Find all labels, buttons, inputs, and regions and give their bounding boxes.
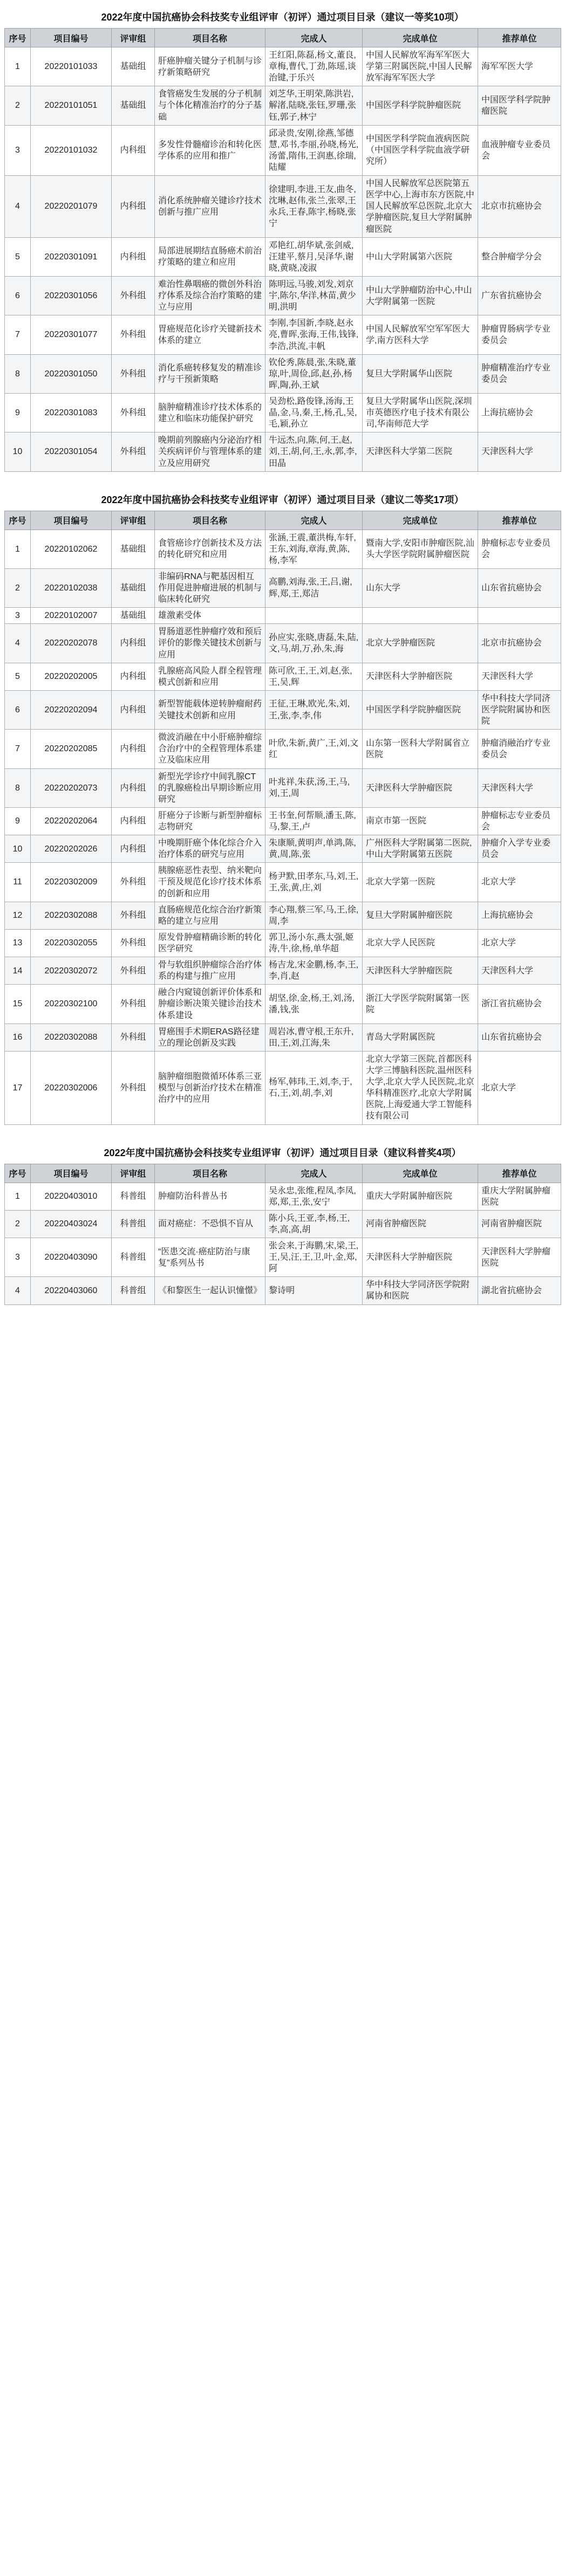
table-header-row	[5, 29, 561, 47]
cell-code: 20220302006	[31, 1051, 112, 1124]
cell-group: 外科组	[112, 276, 155, 315]
cell-rec	[478, 608, 561, 624]
cell-no: 10	[5, 432, 31, 471]
cell-authors: 李心翔,蔡三军,马,王,徐,周,李	[266, 902, 363, 929]
cell-rec: 天津医科大学	[478, 432, 561, 471]
cell-code: 20220202078	[31, 624, 112, 663]
cell-authors: 王征,王琳,欧光,朱,刘,王,张,李,李,伟	[266, 690, 363, 729]
cell-name: 胰腺癌恶性表型、纳米靶向干预及规范化诊疗技术体系的创新和应用	[155, 863, 266, 902]
cell-no: 9	[5, 807, 31, 835]
column-header-unit: 完成单位	[363, 29, 478, 47]
cell-name: 原发骨肿瘤精确诊断的转化医学研究	[155, 929, 266, 957]
cell-group: 外科组	[112, 1051, 155, 1124]
table-row	[5, 1277, 561, 1304]
cell-no: 4	[5, 176, 31, 238]
cell-no: 10	[5, 835, 31, 863]
cell-code: 20220102038	[31, 568, 112, 607]
cell-no: 3	[5, 1238, 31, 1276]
cell-rec: 整合肿瘤学分会	[478, 237, 561, 276]
column-header-no: 序号	[5, 29, 31, 47]
cell-rec: 浙江省抗癌协会	[478, 985, 561, 1023]
cell-rec: 天津医科大学	[478, 768, 561, 807]
table-row	[5, 176, 561, 238]
cell-rec: 山东省抗癌协会	[478, 1023, 561, 1051]
cell-unit: 华中科技大学同济医学院附属协和医院	[363, 1277, 478, 1304]
cell-unit: 天津医科大学肿瘤医院	[363, 1238, 478, 1276]
cell-rec: 北京大学	[478, 863, 561, 902]
cell-unit: 中国人民解放军空军军医大学,南方医科大学	[363, 315, 478, 354]
cell-code: 20220102062	[31, 530, 112, 568]
cell-rec: 肿瘤标志专业委员会	[478, 807, 561, 835]
cell-no: 9	[5, 393, 31, 432]
cell-no: 16	[5, 1023, 31, 1051]
table-row	[5, 1238, 561, 1276]
cell-unit: 浙江大学医学院附属第一医院	[363, 985, 478, 1023]
cell-unit: 北京大学第一医院	[363, 863, 478, 902]
cell-unit: 重庆大学附属肿瘤医院	[363, 1183, 478, 1210]
column-header-rec: 推荐单位	[478, 1164, 561, 1183]
cell-authors: 邓艳红,胡华斌,张剑威,汪建平,蔡月,吴泽华,谢晓,黄晓,凌淑	[266, 237, 363, 276]
cell-authors: 王红阳,陈磊,杨文,董良,章梅,曹代,丁劲,陈瑶,谈治键,于乐兴	[266, 47, 363, 86]
cell-unit: 中国人民解放军总医院第五医学中心,上海市东方医院,中国人民解放军总医院,北京大学肿瘤医院,复旦大学附属肿瘤医院	[363, 176, 478, 238]
column-header-unit: 完成单位	[363, 1164, 478, 1183]
cell-code: 20220301056	[31, 276, 112, 315]
cell-group: 科普组	[112, 1238, 155, 1276]
cell-group: 基础组	[112, 608, 155, 624]
cell-rec: 北京大学	[478, 929, 561, 957]
cell-code: 20220101051	[31, 86, 112, 125]
cell-authors: 刘芝华,王明荣,陈洪岩,解渚,陆晓,张钰,罗珊,张钰,郭子,林宁	[266, 86, 363, 125]
cell-authors: 胡坚,徐,金,杨,王,刘,汤,潘,钱,张	[266, 985, 363, 1023]
cell-code: 20220403060	[31, 1277, 112, 1304]
cell-name: 胃肠道恶性肿瘤疗效和预后评价的影像关键技术创新与应用	[155, 624, 266, 663]
section-title-first-prize: 2022年度中国抗癌协会科技奖专业组评审（初评）通过项目目录（建议一等奖10项）	[101, 12, 464, 23]
cell-name: 非编码RNA与靶基因相互作用促进肿瘤进展的机制与临床转化研究	[155, 568, 266, 607]
cell-group: 内科组	[112, 624, 155, 663]
cell-authors: 周岩冰,曹守根,王东升,田,王,刘,江海,朱	[266, 1023, 363, 1051]
cell-group: 内科组	[112, 663, 155, 690]
cell-no: 2	[5, 86, 31, 125]
cell-group: 基础组	[112, 568, 155, 607]
cell-unit: 复旦大学附属肿瘤医院	[363, 902, 478, 929]
cell-name: 晚期前列腺癌内分泌治疗相关疾病评价与管理体系的建立及应用研究	[155, 432, 266, 471]
cell-authors: 陈小兵,王亚,李,杨,王,李,高,高,胡	[266, 1210, 363, 1238]
cell-code: 20220301083	[31, 393, 112, 432]
cell-rec: 山东省抗癌协会	[478, 568, 561, 607]
cell-code: 20220101032	[31, 125, 112, 175]
cell-no: 8	[5, 354, 31, 393]
cell-code: 20220201079	[31, 176, 112, 238]
cell-group: 外科组	[112, 863, 155, 902]
cell-group: 外科组	[112, 393, 155, 432]
cell-no: 1	[5, 1183, 31, 1210]
cell-rec: 海军军医大学	[478, 47, 561, 86]
cell-authors: 王书奎,何帮顺,潘玉,陈,马,黎,王,卢	[266, 807, 363, 835]
cell-no: 2	[5, 1210, 31, 1238]
cell-group: 内科组	[112, 125, 155, 175]
cell-group: 基础组	[112, 86, 155, 125]
cell-code: 20220102007	[31, 608, 112, 624]
cell-rec: 肿瘤标志专业委员会	[478, 530, 561, 568]
project-table-popular-science	[4, 1164, 561, 1305]
column-header-group: 评审组	[112, 511, 155, 530]
cell-unit: 暨南大学,安阳市肿瘤医院,汕头大学医学院附属肿瘤医院	[363, 530, 478, 568]
cell-rec: 肿瘤胃肠病学专业委员会	[478, 315, 561, 354]
cell-authors: 杨吉龙,宋金鹏,杨,李,王,李,肖,赵	[266, 957, 363, 985]
cell-group: 外科组	[112, 1023, 155, 1051]
cell-unit	[363, 608, 478, 624]
cell-no: 5	[5, 663, 31, 690]
cell-authors: 吴劲松,路俊锋,汤海,王晶,金,马,秦,王,杨,孔,吴,毛,颖,孙立	[266, 393, 363, 432]
column-header-no: 序号	[5, 511, 31, 530]
section-title-popular-science: 2022年度中国抗癌协会科技奖专业组评审（初评）通过项目目录（建议科普奖4项）	[104, 1147, 461, 1158]
cell-name: 脑肿瘤精准诊疗技术体系的建立和临床功能保护研究	[155, 393, 266, 432]
cell-code: 20220301077	[31, 315, 112, 354]
cell-name: 食管癌发生发展的分子机制与个体化精准治疗的分子基础	[155, 86, 266, 125]
cell-rec: 肿瘤精准治疗专业委员会	[478, 354, 561, 393]
column-header-group: 评审组	[112, 29, 155, 47]
cell-unit: 北京大学第三医院,首都医科大学三博脑科医院,温州医科大学,北京大学人民医院,北京华科精准医疗,北京大学附属医院,上海爱通大学工智能科技有限公司	[363, 1051, 478, 1124]
cell-unit: 复旦大学附属华山医院,深圳市英德医疗电子技术有限公司,华南师范大学	[363, 393, 478, 432]
column-header-name: 项目名称	[155, 1164, 266, 1183]
cell-rec: 北京市抗癌协会	[478, 176, 561, 238]
cell-name: 消化系癌转移复发的精准诊疗与干预新策略	[155, 354, 266, 393]
cell-group: 基础组	[112, 530, 155, 568]
column-header-authors: 完成人	[266, 1164, 363, 1183]
column-header-authors: 完成人	[266, 511, 363, 530]
table-row	[5, 663, 561, 690]
cell-authors: 邱录贵,安刚,徐燕,邹德慧,邓书,李丽,孙晓,杨光,汤蕾,隋伟,王润惠,徐瑞,陆耀	[266, 125, 363, 175]
cell-authors: 黎诗明	[266, 1277, 363, 1304]
column-header-code: 项目编号	[31, 511, 112, 530]
table-row	[5, 957, 561, 985]
table-row	[5, 47, 561, 86]
cell-group: 内科组	[112, 176, 155, 238]
cell-code: 20220302072	[31, 957, 112, 985]
cell-no: 15	[5, 985, 31, 1023]
cell-rec: 肿瘤消融治疗专业委员会	[478, 730, 561, 768]
table-row	[5, 1051, 561, 1124]
table-row	[5, 1210, 561, 1238]
cell-authors: 牛远杰,向,陈,何,王,赵,刘,王,胡,何,王,永,郭,李,田晶	[266, 432, 363, 471]
cell-authors: 朱康顺,黄明声,单鸿,陈,黄,周,陈,张	[266, 835, 363, 863]
cell-name: 骨与软组织肿瘤综合治疗体系的构建与推广应用	[155, 957, 266, 985]
cell-name: “医患交流·癌症防治与康复”系列丛书	[155, 1238, 266, 1276]
cell-group: 内科组	[112, 835, 155, 863]
cell-code: 20220301054	[31, 432, 112, 471]
cell-rec: 湖北省抗癌协会	[478, 1277, 561, 1304]
cell-unit: 复旦大学附属华山医院	[363, 354, 478, 393]
table-row	[5, 125, 561, 175]
cell-no: 8	[5, 768, 31, 807]
cell-name: 胃癌围手术期ERAS路径建立的理论创新及实践	[155, 1023, 266, 1051]
cell-code: 20220302100	[31, 985, 112, 1023]
table-row	[5, 354, 561, 393]
cell-authors: 李刚,李国新,李晓,赵永亮,曹晖,张海,王伟,钱锋,李浩,洪流,丰帆	[266, 315, 363, 354]
cell-unit: 青岛大学附属医院	[363, 1023, 478, 1051]
table-row	[5, 276, 561, 315]
cell-code: 20220403090	[31, 1238, 112, 1276]
cell-code: 20220302088	[31, 1023, 112, 1051]
cell-code: 20220101033	[31, 47, 112, 86]
cell-group: 外科组	[112, 315, 155, 354]
cell-rec: 天津医科大学肿瘤医院	[478, 1238, 561, 1276]
cell-no: 6	[5, 276, 31, 315]
cell-code: 20220403010	[31, 1183, 112, 1210]
cell-group: 外科组	[112, 354, 155, 393]
cell-rec: 广东省抗癌协会	[478, 276, 561, 315]
cell-rec: 血液肿瘤专业委员会	[478, 125, 561, 175]
cell-authors: 吴永忠,张维,程凤,李凤,郑,郑,王,张,安宁	[266, 1183, 363, 1210]
cell-rec: 肿瘤介入学专业委员会	[478, 835, 561, 863]
table-row	[5, 690, 561, 729]
cell-authors: 钦伦秀,陈晨,张,朱晓,董琼,叶,周俭,邱,赵,孙,杨晖,陶,孙,王斌	[266, 354, 363, 393]
column-header-name: 项目名称	[155, 29, 266, 47]
cell-group: 科普组	[112, 1210, 155, 1238]
cell-group: 外科组	[112, 902, 155, 929]
cell-authors	[266, 608, 363, 624]
table-row	[5, 568, 561, 607]
cell-rec: 北京大学	[478, 1051, 561, 1124]
cell-name: 肿瘤防治科普丛书	[155, 1183, 266, 1210]
cell-unit: 山东大学	[363, 568, 478, 607]
cell-rec: 上海抗癌协会	[478, 902, 561, 929]
cell-group: 内科组	[112, 237, 155, 276]
cell-no: 11	[5, 863, 31, 902]
cell-name: 难治性鼻咽癌的微创外科治疗体系及综合治疗策略的建立与应用	[155, 276, 266, 315]
column-header-unit: 完成单位	[363, 511, 478, 530]
table-row	[5, 768, 561, 807]
table-row	[5, 985, 561, 1023]
cell-group: 外科组	[112, 929, 155, 957]
cell-code: 20220302055	[31, 929, 112, 957]
cell-authors: 张涵,王震,董洪梅,车轩,王东,刘海,章海,黄,陈,杨,李军	[266, 530, 363, 568]
table-row	[5, 530, 561, 568]
cell-group: 内科组	[112, 807, 155, 835]
cell-no: 4	[5, 1277, 31, 1304]
cell-unit: 中山大学附属第六医院	[363, 237, 478, 276]
cell-name: 直肠癌规范化综合治疗新策略的建立与应用	[155, 902, 266, 929]
cell-rec: 北京市抗癌协会	[478, 624, 561, 663]
cell-rec: 重庆大学附属肿瘤医院	[478, 1183, 561, 1210]
cell-authors: 孙应实,张晓,唐磊,朱,陆,文,马,胡,万,孙,朱,海	[266, 624, 363, 663]
cell-authors: 张会来,于海鹏,宋,梁,王,王,吴,汪,王,卫,叶,金,郑,阿	[266, 1238, 363, 1276]
cell-no: 2	[5, 568, 31, 607]
cell-authors: 徐建明,李进,王友,曲冬,沈琳,赵伟,张兰,张翠,王永兵,王春,陈宇,杨晓,张宁	[266, 176, 363, 238]
project-table-second-prize	[4, 511, 561, 1125]
cell-name: 肝癌分子诊断与新型肿瘤标志物研究	[155, 807, 266, 835]
cell-unit: 天津医科大学肿瘤医院	[363, 768, 478, 807]
cell-authors: 杨军,韩玮,王,刘,李,于,石,王,刘,胡,李,刘	[266, 1051, 363, 1124]
cell-unit: 中国医学科学院肿瘤医院	[363, 690, 478, 729]
table-row	[5, 902, 561, 929]
cell-no: 13	[5, 929, 31, 957]
table-header-row	[5, 511, 561, 530]
cell-name: 消化系统肿瘤关键诊疗技术创新与推广应用	[155, 176, 266, 238]
cell-name: 新型光学诊疗中间乳腺CT的乳腺癌检出早期诊断应用研究	[155, 768, 266, 807]
cell-name: 多发性骨髓瘤诊治和转化医学体系的应用和推广	[155, 125, 266, 175]
cell-no: 1	[5, 530, 31, 568]
cell-no: 1	[5, 47, 31, 86]
cell-code: 20220301091	[31, 237, 112, 276]
table-row	[5, 624, 561, 663]
cell-no: 6	[5, 690, 31, 729]
cell-name: 胃癌规范化诊疗关键新技术体系的建立	[155, 315, 266, 354]
cell-name: 食管癌诊疗创新技术及方法的转化研究和应用	[155, 530, 266, 568]
column-header-authors: 完成人	[266, 29, 363, 47]
cell-code: 20220202005	[31, 663, 112, 690]
cell-authors: 杨尹默,田孝东,马,刘,王,王,张,黄,庄,刘	[266, 863, 363, 902]
cell-unit: 天津医科大学第二医院	[363, 432, 478, 471]
cell-group: 内科组	[112, 690, 155, 729]
cell-unit: 中国医学科学院血液病医院（中国医学科学院血液学研究所）	[363, 125, 478, 175]
cell-group: 外科组	[112, 985, 155, 1023]
cell-name: 融合内窥镜创新评价体系和肿瘤诊断决策关键诊治技术体系建设	[155, 985, 266, 1023]
cell-unit: 河南省肿瘤医院	[363, 1210, 478, 1238]
table-row	[5, 730, 561, 768]
table-row	[5, 315, 561, 354]
cell-no: 14	[5, 957, 31, 985]
cell-rec: 天津医科大学	[478, 957, 561, 985]
cell-code: 20220302088	[31, 902, 112, 929]
table-row	[5, 929, 561, 957]
table-row	[5, 835, 561, 863]
cell-no: 4	[5, 624, 31, 663]
column-header-no: 序号	[5, 1164, 31, 1183]
cell-group: 基础组	[112, 47, 155, 86]
column-header-code: 项目编号	[31, 1164, 112, 1183]
cell-unit: 山东第一医科大学附属省立医院	[363, 730, 478, 768]
cell-no: 3	[5, 608, 31, 624]
cell-name: 中晚期肝癌个体化综合介入治疗体系的研究与应用	[155, 835, 266, 863]
cell-name: 新型智能载体逆转肿瘤耐药关键技术创新和应用	[155, 690, 266, 729]
cell-group: 外科组	[112, 957, 155, 985]
cell-no: 7	[5, 315, 31, 354]
cell-no: 17	[5, 1051, 31, 1124]
sections-container	[4, 5, 561, 1305]
cell-unit: 天津医科大学肿瘤医院	[363, 663, 478, 690]
cell-code: 20220202064	[31, 807, 112, 835]
cell-code: 20220202094	[31, 690, 112, 729]
cell-rec: 中国医学科学院肿瘤医院	[478, 86, 561, 125]
cell-name: 乳腺癌高风险人群全程管理模式创新和应用	[155, 663, 266, 690]
cell-authors: 叶兆祥,朱获,汤,王,马,刘,王,周	[266, 768, 363, 807]
cell-code: 20220403024	[31, 1210, 112, 1238]
cell-authors: 陈明远,马骏,刘发,刘京宇,陈尔,华洋,林苗,黄少明,洪明	[266, 276, 363, 315]
cell-code: 20220301050	[31, 354, 112, 393]
cell-name: 微波消融在中小肝癌肿瘤综合治疗中的全程管理体系建立及临床应用	[155, 730, 266, 768]
cell-rec: 天津医科大学	[478, 663, 561, 690]
cell-name: 《和黎医生一起认识憧憬》	[155, 1277, 266, 1304]
cell-code: 20220302009	[31, 863, 112, 902]
cell-name: 局部进展期结直肠癌术前治疗策略的建立和应用	[155, 237, 266, 276]
column-header-rec: 推荐单位	[478, 511, 561, 530]
table-row	[5, 432, 561, 471]
cell-authors: 叶欣,朱新,黄广,王,刘,文红	[266, 730, 363, 768]
cell-authors: 高鹏,刘海,张,王,吕,谢,辉,郑,王,郑洁	[266, 568, 363, 607]
cell-no: 12	[5, 902, 31, 929]
cell-no: 5	[5, 237, 31, 276]
cell-name: 脑肿瘤细胞微循环体系三亚模型与创新治疗技术在精准治疗中的应用	[155, 1051, 266, 1124]
cell-group: 内科组	[112, 730, 155, 768]
cell-rec: 河南省肿瘤医院	[478, 1210, 561, 1238]
cell-unit: 南京市第一医院	[363, 807, 478, 835]
cell-name: 肝癌肿瘤关键分子机制与诊疗新策略研究	[155, 47, 266, 86]
cell-unit: 中山大学肿瘤防治中心,中山大学附属第一医院	[363, 276, 478, 315]
cell-unit: 天津医科大学肿瘤医院	[363, 957, 478, 985]
cell-code: 20220202073	[31, 768, 112, 807]
table-row	[5, 86, 561, 125]
table-header-row	[5, 1164, 561, 1183]
table-row	[5, 237, 561, 276]
column-header-name: 项目名称	[155, 511, 266, 530]
cell-authors: 陈可欣,王,王,刘,赵,张,王,吴,辉	[266, 663, 363, 690]
table-row	[5, 393, 561, 432]
cell-group: 科普组	[112, 1277, 155, 1304]
cell-rec: 上海抗癌协会	[478, 393, 561, 432]
cell-no: 7	[5, 730, 31, 768]
column-header-group: 评审组	[112, 1164, 155, 1183]
table-row	[5, 807, 561, 835]
cell-group: 内科组	[112, 768, 155, 807]
project-table-first-prize	[4, 28, 561, 472]
cell-name: 雄激素受体	[155, 608, 266, 624]
cell-name: 面对癌症：不恐惧不盲从	[155, 1210, 266, 1238]
cell-authors: 郭卫,汤小东,燕太强,姬涛,牛,徐,杨,单华超	[266, 929, 363, 957]
cell-unit: 北京大学人民医院	[363, 929, 478, 957]
cell-unit: 广州医科大学附属第二医院,中山大学附属第五医院	[363, 835, 478, 863]
table-row	[5, 608, 561, 624]
section-title-second-prize: 2022年度中国抗癌协会科技奖专业组评审（初评）通过项目目录（建议二等奖17项）	[101, 494, 464, 505]
column-header-rec: 推荐单位	[478, 29, 561, 47]
cell-unit: 中国医学科学院肿瘤医院	[363, 86, 478, 125]
cell-unit: 中国人民解放军海军军医大学第三附属医院,中国人民解放军海军军医大学	[363, 47, 478, 86]
table-row	[5, 1023, 561, 1051]
cell-code: 20220202026	[31, 835, 112, 863]
cell-group: 科普组	[112, 1183, 155, 1210]
table-row	[5, 1183, 561, 1210]
cell-code: 20220202085	[31, 730, 112, 768]
cell-rec: 华中科技大学同济医学院附属协和医院	[478, 690, 561, 729]
cell-no: 3	[5, 125, 31, 175]
table-row	[5, 863, 561, 902]
column-header-code: 项目编号	[31, 29, 112, 47]
cell-group: 外科组	[112, 432, 155, 471]
cell-unit: 北京大学肿瘤医院	[363, 624, 478, 663]
